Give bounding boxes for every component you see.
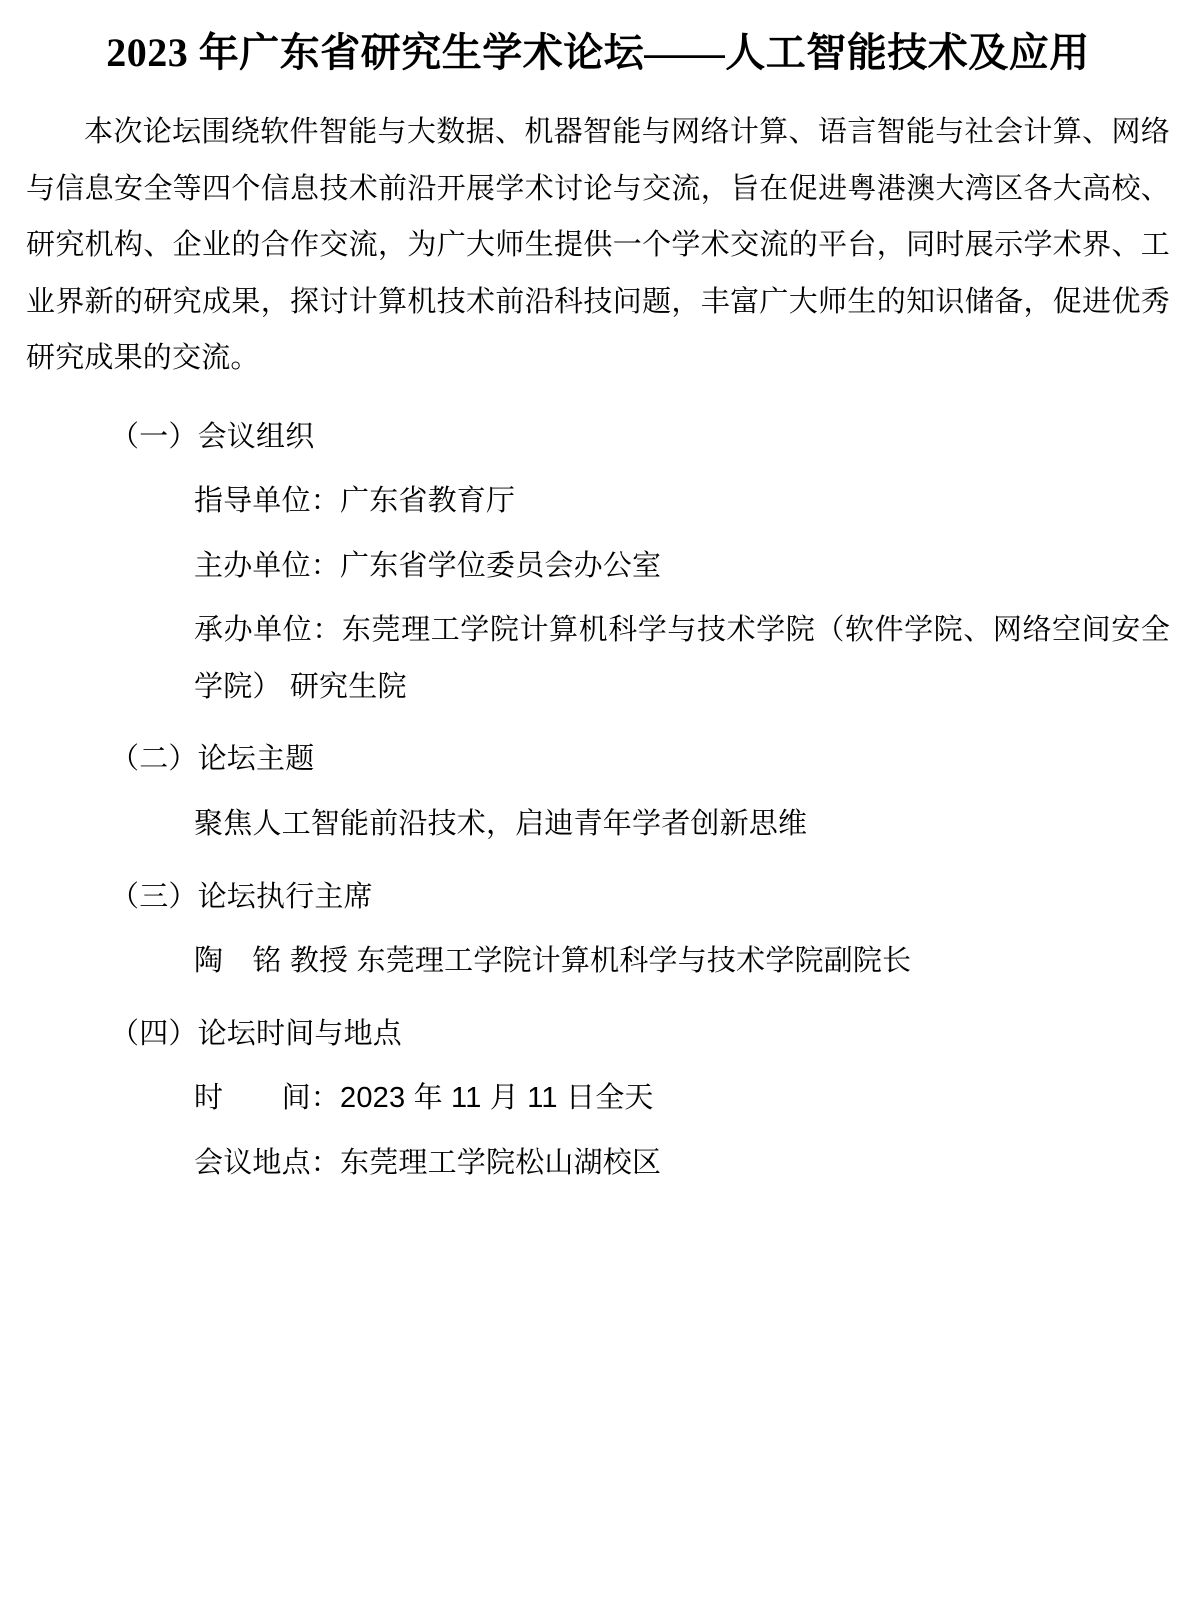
list-item: 时 间：2023 年 11 月 11 日全天 [194,1082,654,1115]
section-heading: （二）论坛主题 [110,743,315,776]
list-item: 承办单位：东莞理工学院计算机科学与技术学院（软件学院、网络空间安全学院） 研究生院 [194,614,1170,703]
list-item: 陶 铭 教授 东莞理工学院计算机科学与技术学院副院长 [194,945,912,978]
section-heading: （一）会议组织 [110,420,315,453]
section-body [26,473,1170,715]
list-item: 聚焦人工智能前沿技术，启迪青年学者创新思维 [194,808,808,841]
list-item: 会议地点：东莞理工学院松山湖校区 [194,1146,662,1179]
section-heading: （四）论坛时间与地点 [110,1017,403,1050]
intro-paragraph: 本次论坛围绕软件智能与大数据、机器智能与网络计算、语言智能与社会计算、网络与信息安全等四个信息技术前沿开展学术讨论与交流，旨在促进粤港澳大湾区各大高校、研究机构、企业的合作交流，为广大师生提供一个学术交流的平台，同时展示学术界、工业界新的研究成果，探讨计算机技术前沿科技问题，丰富广大师生的知识储备，促进优秀研究成果的交流。 [26,116,1170,375]
section-heading: （三）论坛执行主席 [110,880,373,913]
section-body [26,796,1170,853]
page-title: 2023 年广东省研究生学术论坛——人工智能技术及应用 [106,30,1090,75]
section-body [26,933,1170,990]
list-item: 主办单位：广东省学位委员会办公室 [194,549,662,582]
section-executive-chair [26,869,1170,990]
list-item: 指导单位：广东省教育厅 [194,485,516,518]
section-forum-theme [26,731,1170,852]
section-time-and-place [26,1006,1170,1192]
section-meeting-organization [26,409,1170,716]
section-body [26,1070,1170,1191]
